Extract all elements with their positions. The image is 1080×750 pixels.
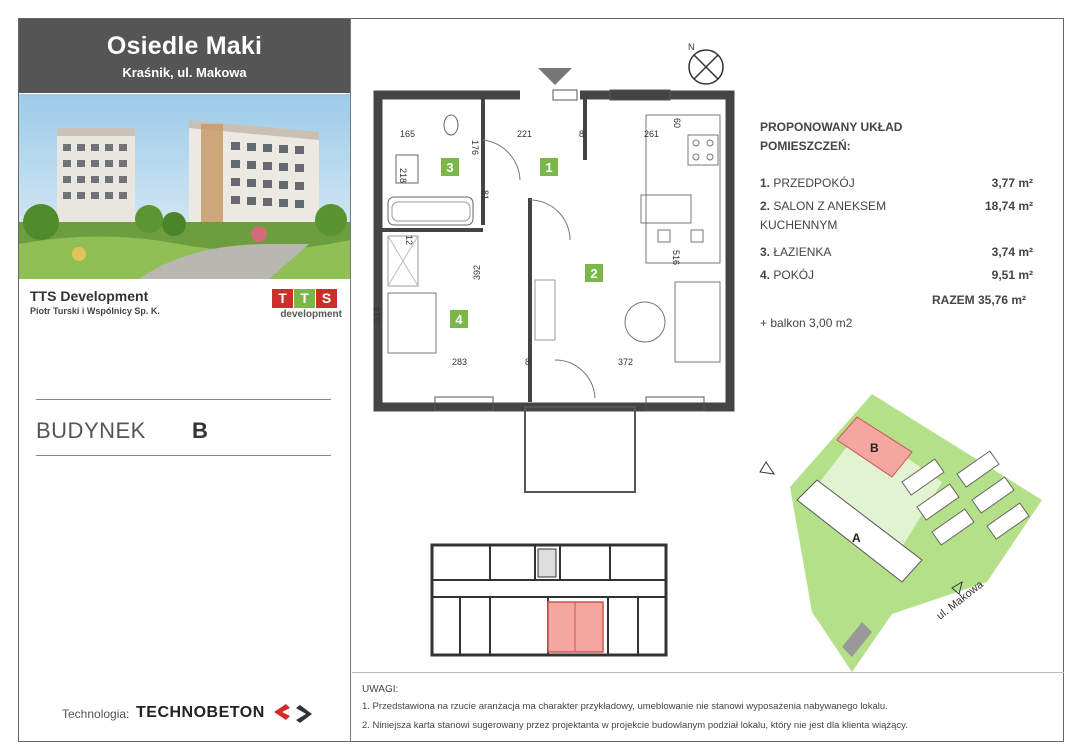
building-photo [19,94,350,279]
room-area: 3,74 m² [991,245,1033,259]
dimension: 165 [400,129,416,139]
room-area: 3,77 m² [991,176,1033,190]
room-label: 3 [446,160,454,175]
dimension: 8 [525,357,531,367]
dimension: 314 [372,306,382,322]
legend-heading [760,118,902,156]
room-number: 1. [760,176,771,190]
tts-logo-letter: T [294,289,315,308]
site-plan [752,382,1042,672]
dimension: 218 [398,168,408,184]
dimension: 392 [472,264,482,280]
room-name-continued: KUCHENNYM [760,218,838,232]
street-label: ul. Makowa [934,578,986,623]
project-title: Osiedle Maki [106,32,263,60]
floor-plan [370,40,750,500]
dimension: 12 [404,235,414,246]
room-number: 3. [760,245,771,259]
entrance-marker-icon [538,68,572,85]
note-item: 1. Przedstawiona na rzucie aranżacja ma charakter przykładowy, umeblowanie nie stanowi wyposażenia nabywanego lokalu. [362,701,888,712]
developer-name: TTS Development [30,288,149,304]
technology-name: TECHNOBETON [136,704,265,721]
tts-logo-word: development [280,309,342,320]
total-area: RAZEM 35,76 m² [932,293,1027,307]
compass-icon [688,42,723,84]
title-box [19,19,350,93]
note-item: 2. Niniejsza karta stanowi sugerowany przez projektanta w projekcie budowlanym podział lokalu, który nie jest dla klienta wiążący. [362,720,908,731]
room-name: POKÓJ [773,268,815,282]
tts-logo-letter: T [272,289,293,308]
room-area: 9,51 m² [991,268,1033,282]
dimension: 372 [618,357,634,367]
room-area: 18,74 m² [984,199,1033,213]
dimension: 283 [452,357,468,367]
tts-logo [272,289,342,320]
room-row [760,176,1033,190]
compass-north: N [688,42,695,52]
legend-heading-line: PROPONOWANY UKŁAD [760,120,903,134]
building-a-label: A [852,531,861,545]
room-name: ŁAZIENKA [773,245,832,259]
balcony-area: + balkon 3,00 m2 [760,316,853,330]
room-label: 2 [590,266,598,281]
entry-arrow-icon [760,462,774,474]
divider [36,455,331,456]
floor-key-plan [420,535,682,667]
room-row [760,245,1033,259]
building-label: BUDYNEK [36,418,146,443]
room-row [760,199,1033,232]
technology-label: Technologia: [62,707,130,721]
room-badges [441,158,603,328]
room-label: 4 [455,312,463,327]
dimension: 81 [480,190,490,201]
project-subtitle: Kraśnik, ul. Makowa [122,65,247,80]
dimension: 261 [644,129,660,139]
room-number: 4. [760,268,771,282]
dimension: 60 [672,118,682,129]
column-divider [350,18,351,742]
room-label: 1 [545,160,553,175]
room-row [760,268,1033,282]
dimension: 221 [517,129,533,139]
dimension: 176 [470,140,480,156]
tts-logo-letter: S [316,289,337,308]
building-b-label: B [870,441,879,455]
developer-company: Piotr Turski i Wspólnicy Sp. K. [30,306,160,316]
dimension: 516 [671,250,681,266]
notes-title: UWAGI: [362,684,399,695]
technobeton-chevron-icon [272,702,314,724]
room-number: 2. [760,199,771,213]
room-name: PRZEDPOKÓJ [773,176,855,190]
legend-heading-line: POMIESZCZEŃ: [760,139,851,153]
divider [36,399,331,400]
room-name: SALON Z ANEKSEM [773,199,887,213]
divider [352,672,1064,673]
building-value: B [192,418,208,443]
dimension: 8 [579,129,585,139]
